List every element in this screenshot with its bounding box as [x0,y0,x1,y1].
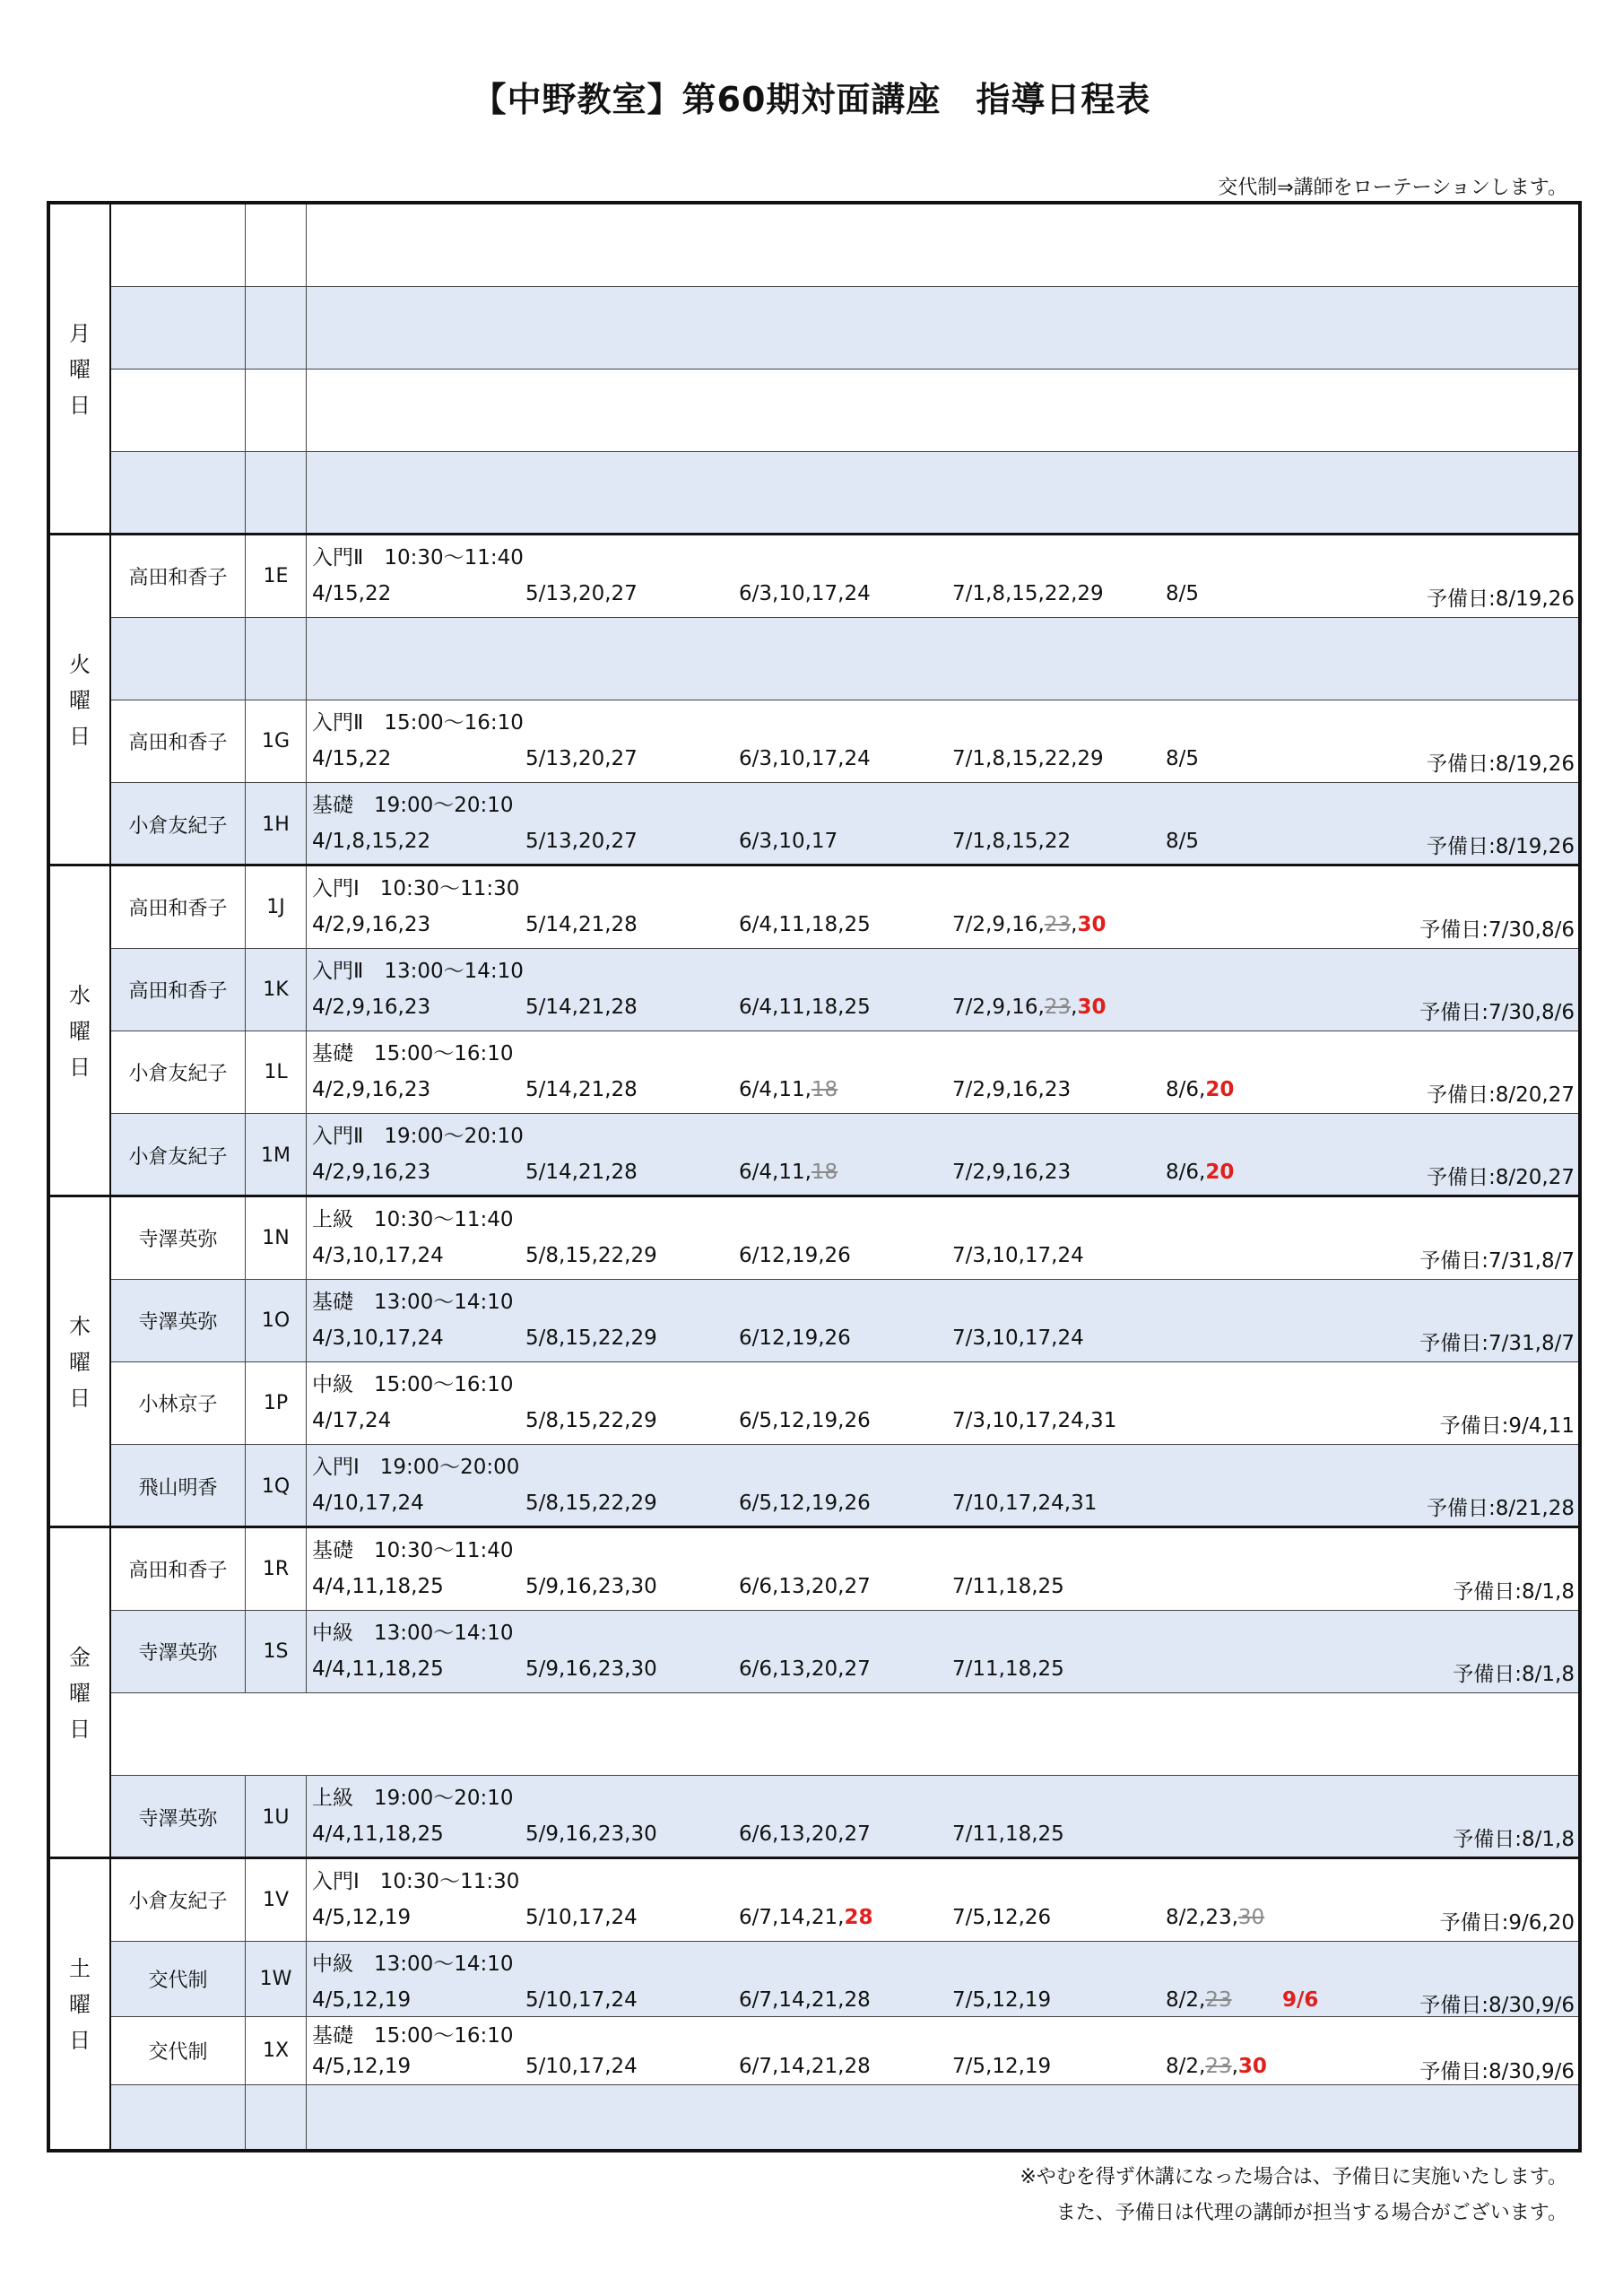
added-date: 30 [1077,996,1107,1019]
august-dates: 8/6,20 [1166,1078,1235,1101]
class-detail [307,1942,1578,2016]
june-dates: 6/4,11,18 [739,1161,838,1184]
course-time: 基礎 15:00～16:10 [312,1042,514,1065]
teacher-name: 寺澤英弥 [111,1611,246,1692]
may-dates: 5/8,15,22,29 [525,1326,657,1350]
may-dates: 5/9,16,23,30 [525,1822,657,1846]
august-dates: 8/2,23,30 [1166,1906,1265,1929]
footnote-2: また、予備日は代理の講師が担当する場合がございます。 [1055,2202,1567,2224]
spare-dates: 予備日:8/20,27 [1427,1166,1575,1189]
page-title: 【中野教室】第60期対面講座 指導日程表 [472,80,1151,119]
day-label-monday: 月 曜 日 [50,204,111,535]
april-dates: 4/4,11,18,25 [312,1822,444,1846]
course-time: 入門Ⅱ 19:00～20:10 [312,1125,524,1148]
spare-dates: 予備日:8/30,9/6 [1419,1994,1575,2017]
july-dates: 7/5,12,19 [952,2055,1052,2078]
table-row-1S [111,1611,1578,1693]
day-block-thursday [50,1197,1578,1527]
rotation-note: 交代制⇒講師をローテーションします。 [1218,177,1567,199]
schedule-table [47,201,1582,2152]
spare-dates: 予備日:8/1,8 [1453,1828,1575,1851]
july-dates: 7/1,8,15,22,29 [952,747,1104,770]
april-dates: 4/2,9,16,23 [312,1161,431,1184]
spare-dates: 予備日:8/19,26 [1427,587,1575,611]
april-dates: 4/4,11,18,25 [312,1575,444,1598]
class-detail [307,1362,1578,1444]
teacher-name: 高田和香子 [111,1528,246,1610]
class-code: 1R [246,1528,307,1610]
class-code: 1L [246,1031,307,1113]
course-time: 基礎 10:30～11:40 [312,1539,514,1562]
cancelled-date: 23 [1205,2055,1232,2078]
cancelled-date: 30 [1237,1906,1265,1929]
added-date: 9/6 [1282,1988,1319,2012]
day-block-friday [50,1528,1578,1858]
day-block-wednesday [50,866,1578,1196]
class-detail [307,1445,1578,1527]
table-row [111,2085,1578,2149]
spare-dates: 予備日:7/30,8/6 [1419,1001,1575,1024]
april-dates: 4/15,22 [312,582,392,605]
table-row-1O [111,1280,1578,1362]
june-dates: 6/7,14,21,28 [739,1988,871,2012]
course-time: 中級 13:00～14:10 [312,1622,514,1645]
spare-dates: 予備日:8/21,28 [1427,1497,1575,1520]
april-dates: 4/5,12,19 [312,1988,412,2012]
spare-dates: 予備日:8/19,26 [1427,752,1575,776]
august-dates: 8/6,20 [1166,1161,1235,1184]
teacher-name: 小林京子 [111,1362,246,1444]
table-row-1H [111,783,1578,865]
class-code: 1K [246,949,307,1031]
class-code: 1H [246,783,307,865]
table-row-1M [111,1114,1578,1196]
table-row-1R [111,1528,1578,1611]
teacher-name: 高田和香子 [111,535,246,617]
april-dates: 4/2,9,16,23 [312,996,431,1019]
april-dates: 4/1,8,15,22 [312,830,431,853]
may-dates: 5/10,17,24 [525,1988,638,2012]
july-dates: 7/5,12,19 [952,1988,1052,2012]
august-dates: 8/5 [1166,747,1200,770]
june-dates: 6/6,13,20,27 [739,1575,871,1598]
july-dates: 7/1,8,15,22 [952,830,1072,853]
table-row-1V [111,1859,1578,1942]
june-dates: 6/7,14,21,28 [739,2055,871,2078]
cancelled-date: 23 [1044,913,1072,936]
table-row-1Q [111,1445,1578,1527]
may-dates: 5/8,15,22,29 [525,1492,657,1515]
day-label-thursday: 木 曜 日 [50,1197,111,1527]
april-dates: 4/15,22 [312,747,392,770]
may-dates: 5/14,21,28 [525,996,638,1019]
cancelled-date: 23 [1044,996,1072,1019]
spare-dates: 予備日:8/19,26 [1427,835,1575,858]
june-dates: 6/3,10,17,24 [739,582,871,605]
table-row-1U [111,1776,1578,1858]
cancelled-date: 18 [811,1161,838,1184]
july-dates: 7/11,18,25 [952,1657,1064,1681]
july-dates: 7/2,9,16,23,30 [952,996,1107,1019]
day-block-saturday [50,1859,1578,2149]
class-detail [307,1280,1578,1361]
spare-dates: 予備日:7/31,8/7 [1419,1332,1575,1355]
april-dates: 4/10,17,24 [312,1492,424,1515]
teacher-name: 高田和香子 [111,866,246,948]
spare-dates: 予備日:8/30,9/6 [1419,2060,1575,2083]
may-dates: 5/9,16,23,30 [525,1575,657,1598]
july-dates: 7/2,9,16,23 [952,1078,1072,1101]
class-detail [307,949,1578,1031]
course-time: 基礎 15:00～16:10 [312,2024,514,2048]
may-dates: 5/8,15,22,29 [525,1409,657,1432]
course-time: 入門Ⅰ 10:30～11:30 [312,1870,520,1893]
spare-dates: 予備日:9/4,11 [1439,1414,1575,1438]
class-detail [307,1611,1578,1692]
june-dates: 6/4,11,18,25 [739,913,871,936]
june-dates: 6/6,13,20,27 [739,1822,871,1846]
may-dates: 5/14,21,28 [525,913,638,936]
table-row-1X [111,2017,1578,2085]
course-time: 上級 19:00～20:10 [312,1787,514,1810]
cancelled-date: 18 [811,1078,838,1101]
july-dates: 7/2,9,16,23,30 [952,913,1107,936]
june-dates: 6/5,12,19,26 [739,1492,871,1515]
may-dates: 5/13,20,27 [525,582,638,605]
april-dates: 4/2,9,16,23 [312,1078,431,1101]
class-detail [307,866,1578,948]
may-dates: 5/13,20,27 [525,747,638,770]
course-time: 基礎 13:00～14:10 [312,1291,514,1314]
august-dates: 8/5 [1166,830,1200,853]
april-dates: 4/17,24 [312,1409,392,1432]
july-dates: 7/3,10,17,24 [952,1326,1084,1350]
june-dates: 6/5,12,19,26 [739,1409,871,1432]
course-time: 上級 10:30～11:40 [312,1208,514,1231]
july-dates: 7/3,10,17,24 [952,1244,1084,1267]
june-dates: 6/4,11,18,25 [739,996,871,1019]
spare-dates: 予備日:7/30,8/6 [1419,918,1575,942]
may-dates: 5/14,21,28 [525,1078,638,1101]
added-date: 30 [1237,2055,1267,2078]
class-code: 1N [246,1197,307,1279]
course-time: 中級 13:00～14:10 [312,1952,514,1976]
class-code: 1S [246,1611,307,1692]
cancelled-date: 23 [1205,1988,1232,2012]
class-detail [307,1528,1578,1610]
teacher-name: 小倉友紀子 [111,1114,246,1196]
table-row-1P [111,1362,1578,1445]
footnote-1: ※やむを得ず休講になった場合は、予備日に実施いたします。 [1020,2166,1567,2188]
june-dates: 6/6,13,20,27 [739,1657,871,1681]
day-label-friday: 金 曜 日 [50,1528,111,1858]
class-code: 1O [246,1280,307,1361]
class-detail [307,1776,1578,1858]
july-dates: 7/5,12,26 [952,1906,1052,1929]
class-code: 1W [246,1942,307,2016]
course-time: 中級 15:00～16:10 [312,1373,514,1396]
table-row-1J [111,866,1578,949]
august-dates: 8/2,23 [1166,1988,1232,2012]
day-block-tuesday [50,535,1578,865]
april-dates: 4/3,10,17,24 [312,1244,444,1267]
table-row [111,370,1578,452]
may-dates: 5/8,15,22,29 [525,1244,657,1267]
may-dates: 5/10,17,24 [525,1906,638,1929]
table-row [111,1693,1578,1776]
teacher-name: 小倉友紀子 [111,783,246,865]
teacher-name: 寺澤英弥 [111,1197,246,1279]
class-detail [307,1114,1578,1196]
course-time: 入門Ⅱ 13:00～14:10 [312,960,524,983]
july-dates: 7/11,18,25 [952,1575,1064,1598]
added-date: 30 [1077,913,1107,936]
table-row [111,618,1578,700]
added-date: 20 [1205,1078,1235,1101]
teacher-name: 交代制 [111,1942,246,2016]
class-code: 1U [246,1776,307,1858]
teacher-name: 交代制 [111,2017,246,2084]
class-code: 1M [246,1114,307,1196]
teacher-name: 小倉友紀子 [111,1859,246,1941]
table-row-1K [111,949,1578,1031]
teacher-name: 飛山明香 [111,1445,246,1527]
july-dates: 7/1,8,15,22,29 [952,582,1104,605]
spare-dates: 予備日:8/20,27 [1427,1083,1575,1107]
course-time: 入門Ⅱ 15:00～16:10 [312,711,524,735]
course-time: 入門Ⅰ 10:30～11:30 [312,877,520,900]
june-dates: 6/3,10,17 [739,830,838,853]
added-date: 28 [844,1906,873,1929]
course-time: 入門Ⅱ 10:30～11:40 [312,546,524,570]
class-code: 1V [246,1859,307,1941]
day-label-saturday: 土 曜 日 [50,1859,111,2149]
spare-dates: 予備日:7/31,8/7 [1419,1249,1575,1273]
teacher-name: 小倉友紀子 [111,1031,246,1113]
may-dates: 5/10,17,24 [525,2055,638,2078]
class-detail [307,1031,1578,1113]
class-code: 1G [246,700,307,782]
table-row [111,287,1578,370]
april-dates: 4/5,12,19 [312,1906,412,1929]
august-dates: 8/5 [1166,582,1200,605]
april-dates: 4/4,11,18,25 [312,1657,444,1681]
spare-dates: 予備日:8/1,8 [1453,1580,1575,1604]
class-detail [307,535,1578,617]
july-dates: 7/11,18,25 [952,1822,1064,1846]
class-detail [307,2017,1578,2084]
class-detail [307,700,1578,782]
april-dates: 4/5,12,19 [312,2055,412,2078]
spare-dates: 予備日:9/6,20 [1439,1911,1575,1935]
may-dates: 5/14,21,28 [525,1161,638,1184]
table-row-1N [111,1197,1578,1280]
table-row [111,204,1578,287]
class-code: 1X [246,2017,307,2084]
june-dates: 6/4,11,18 [739,1078,838,1101]
course-time: 基礎 19:00～20:10 [312,794,514,817]
table-row-1L [111,1031,1578,1114]
table-row-1W [111,1942,1578,2017]
added-date: 20 [1205,1161,1235,1184]
course-time: 入門Ⅰ 19:00～20:00 [312,1456,520,1479]
spare-dates: 予備日:8/1,8 [1453,1663,1575,1686]
class-code: 1Q [246,1445,307,1527]
day-label-wednesday: 水 曜 日 [50,866,111,1196]
june-dates: 6/3,10,17,24 [739,747,871,770]
april-dates: 4/2,9,16,23 [312,913,431,936]
april-dates: 4/3,10,17,24 [312,1326,444,1350]
table-row-1G [111,700,1578,783]
teacher-name: 高田和香子 [111,700,246,782]
class-code: 1J [246,866,307,948]
may-dates: 5/9,16,23,30 [525,1657,657,1681]
july-dates: 7/3,10,17,24,31 [952,1409,1117,1432]
teacher-name: 寺澤英弥 [111,1776,246,1858]
june-dates: 6/12,19,26 [739,1326,851,1350]
july-dates: 7/2,9,16,23 [952,1161,1072,1184]
class-detail [307,1859,1578,1941]
table-row [111,452,1578,535]
class-detail [307,783,1578,865]
may-dates: 5/13,20,27 [525,830,638,853]
class-code: 1P [246,1362,307,1444]
teacher-name: 高田和香子 [111,949,246,1031]
day-label-tuesday: 火 曜 日 [50,535,111,865]
class-code: 1E [246,535,307,617]
table-row-1E [111,535,1578,618]
class-detail [307,1197,1578,1279]
day-block-monday [50,204,1578,535]
june-dates: 6/7,14,21,28 [739,1906,873,1929]
teacher-name: 寺澤英弥 [111,1280,246,1361]
june-dates: 6/12,19,26 [739,1244,851,1267]
august-dates: 8/2,23,30 [1166,2055,1267,2078]
july-dates: 7/10,17,24,31 [952,1492,1098,1515]
